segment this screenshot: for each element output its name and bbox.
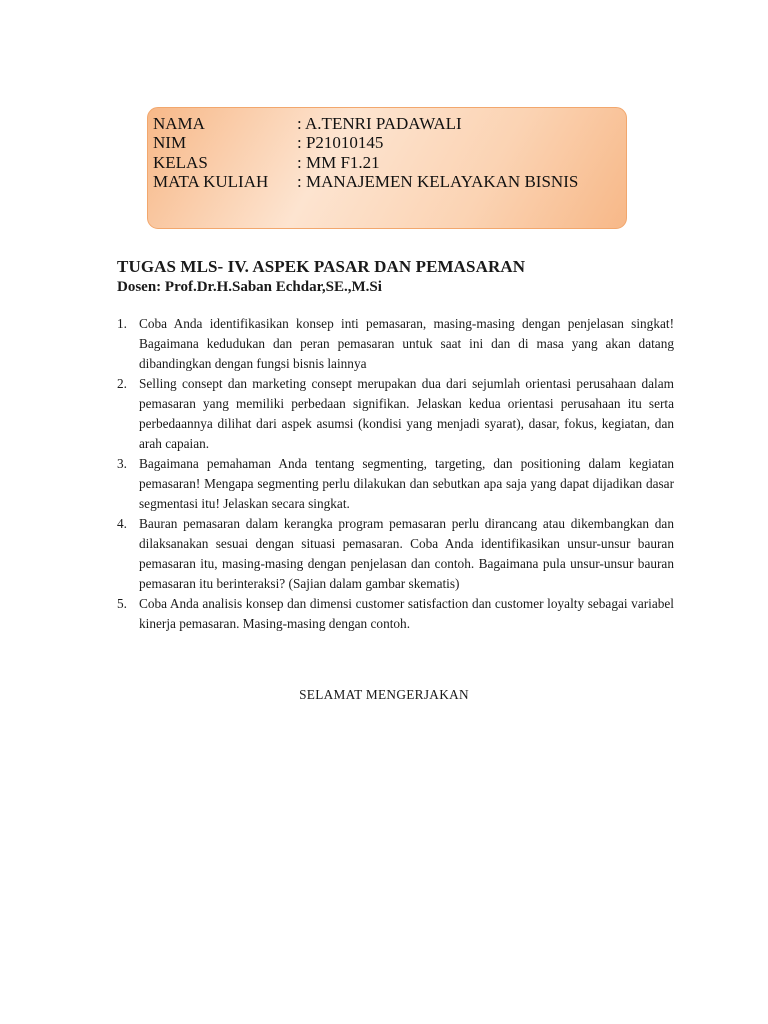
task-text: Bauran pemasaran dalam kerangka program pemasaran perlu dirancang atau dikembangkan dan dilaksanakan sesuai dengan situasi pemasaran. Coba Anda identifikasikan unsur-unsur bauran pemasaran itu, masing-masing dengan penjelasan dan contoh. Bagaimana pula unsur-unsur bauran pemasaran itu berinteraksi? (Sajian dalam gambar skematis) bbox=[139, 516, 674, 591]
lecturer-name: Dosen: Prof.Dr.H.Saban Echdar,SE.,M.Si bbox=[117, 279, 382, 295]
assignment-title: TUGAS MLS- IV. ASPEK PASAR DAN PEMASARAN bbox=[117, 257, 526, 276]
info-value: : MM F1.21 bbox=[297, 153, 380, 172]
task-item-2 bbox=[117, 374, 674, 454]
task-text: Coba Anda analisis konsep dan dimensi customer satisfaction dan customer loyalty sebagai variabel kinerja pemasaran. Masing-masing dengan contoh. bbox=[139, 596, 674, 631]
task-number: 1. bbox=[117, 316, 127, 331]
task-item-3 bbox=[117, 454, 674, 514]
task-list bbox=[117, 314, 674, 634]
info-label: KELAS bbox=[153, 153, 208, 172]
task-text: Coba Anda identifikasikan konsep inti pemasaran, masing-masing dengan penjelasan singkat! Bagaimana kedudukan dan peran pemasaran untuk saat ini dan di masa yang akan datang dibandingkan dengan fungsi bisnis lainnya bbox=[139, 316, 674, 371]
info-label: NIM bbox=[153, 133, 187, 152]
info-label: MATA KULIAH bbox=[153, 172, 269, 191]
task-number: 3. bbox=[117, 456, 127, 471]
task-item-1 bbox=[117, 314, 674, 374]
task-number: 2. bbox=[117, 376, 127, 391]
task-number: 4. bbox=[117, 516, 127, 531]
info-label: NAMA bbox=[153, 114, 205, 133]
task-item-5 bbox=[117, 594, 674, 634]
info-value: : A.TENRI PADAWALI bbox=[297, 114, 462, 133]
task-text: Selling consept dan marketing consept merupakan dua dari sejumlah orientasi perusahaan dalam pemasaran yang memiliki perbedaan signifikan. Jelaskan kedua orientasi perusahaan itu serta perbedaannya dilihat dari aspek asumsi (kondisi yang menjadi syarat), dasar, fokus, kegiatan, dan arah capaian. bbox=[139, 376, 674, 451]
info-value: : MANAJEMEN KELAYAKAN BISNIS bbox=[297, 172, 579, 191]
student-info-box bbox=[147, 107, 627, 229]
task-text: Bagaimana pemahaman Anda tentang segmenting, targeting, dan positioning dalam kegiatan pemasaran! Mengapa segmenting perlu dilakukan dan sebutkan apa saja yang dapat dijadikan dasar segmentasi itu! Jelaskan secara singkat. bbox=[139, 456, 674, 511]
info-value: : P21010145 bbox=[297, 133, 384, 152]
task-item-4 bbox=[117, 514, 674, 594]
closing-text: SELAMAT MENGERJAKAN bbox=[299, 687, 469, 702]
task-number: 5. bbox=[117, 596, 127, 611]
